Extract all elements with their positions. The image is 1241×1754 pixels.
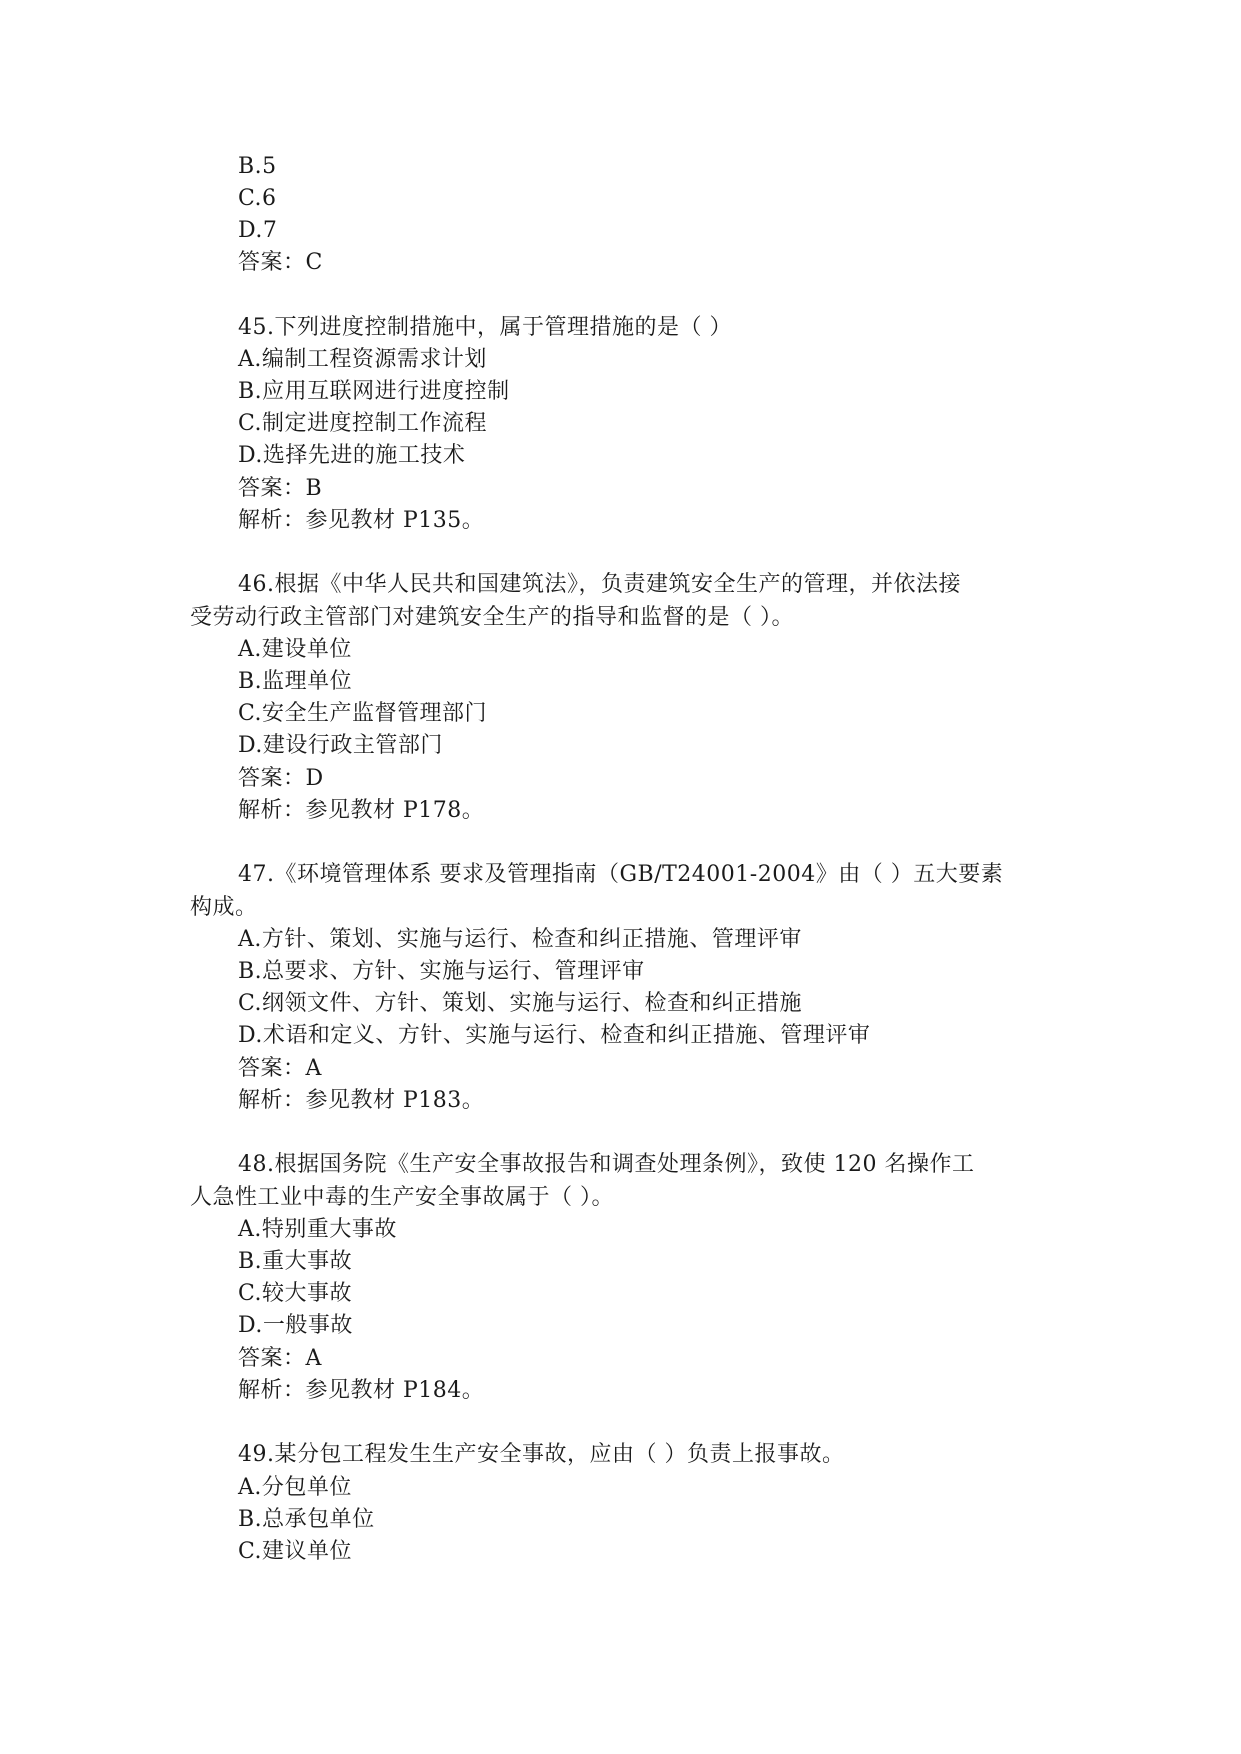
q45-option-a: A.编制工程资源需求计划: [238, 347, 487, 372]
q44-option-b: B.5: [238, 154, 277, 179]
q46-analysis: 解析：参见教材 P178。: [238, 798, 485, 823]
q48-analysis: 解析：参见教材 P184。: [238, 1378, 485, 1403]
q46-option-c: C.安全生产监督管理部门: [238, 701, 488, 726]
q47-option-a: A.方针、策划、实施与运行、检查和纠正措施、管理评审: [238, 927, 802, 952]
q48-option-c: C.较大事故: [238, 1281, 353, 1306]
q45-option-d: D.选择先进的施工技术: [238, 443, 466, 468]
q46-option-b: B.监理单位: [238, 669, 353, 694]
q47-option-d: D.术语和定义、方针、实施与运行、检查和纠正措施、管理评审: [238, 1023, 871, 1048]
q48-option-a: A.特别重大事故: [238, 1217, 397, 1242]
q48-option-d: D.一般事故: [238, 1313, 353, 1338]
q44-option-d: D.7: [238, 218, 278, 243]
q49-option-a: A.分包单位: [238, 1475, 352, 1500]
q48-answer: 答案：A: [238, 1346, 322, 1371]
q45-answer: 答案：B: [238, 476, 323, 501]
q46-stem-line1: 46.根据《中华人民共和国建筑法》，负责建筑安全生产的管理，并依法接: [238, 572, 961, 597]
q48-stem-line2: 人急性工业中毒的生产安全事故属于（ ）。: [190, 1185, 614, 1210]
q46-option-a: A.建设单位: [238, 637, 352, 662]
q45-stem: 45.下列进度控制措施中，属于管理措施的是（ ）: [238, 315, 732, 340]
q47-option-c: C.纲领文件、方针、策划、实施与运行、检查和纠正措施: [238, 991, 803, 1016]
q47-stem-line2: 构成。: [190, 895, 258, 920]
q49-option-c: C.建议单位: [238, 1539, 353, 1564]
q47-stem-line1: 47.《环境管理体系 要求及管理指南（GB/T24001-2004》由（ ）五大要素: [238, 862, 1004, 887]
q48-option-b: B.重大事故: [238, 1249, 353, 1274]
q45-option-c: C.制定进度控制工作流程: [238, 411, 488, 436]
q49-option-b: B.总承包单位: [238, 1507, 375, 1532]
q47-option-b: B.总要求、方针、实施与运行、管理评审: [238, 959, 645, 984]
q47-answer: 答案：A: [238, 1056, 322, 1081]
q45-analysis: 解析：参见教材 P135。: [238, 508, 485, 533]
q49-stem: 49.某分包工程发生生产安全事故，应由（ ）负责上报事故。: [238, 1442, 845, 1467]
q44-answer: 答案：C: [238, 250, 323, 275]
q46-stem-line2: 受劳动行政主管部门对建筑安全生产的指导和监督的是（ ）。: [190, 605, 794, 630]
q47-analysis: 解析：参见教材 P183。: [238, 1088, 485, 1113]
q48-stem-line1: 48.根据国务院《生产安全事故报告和调查处理条例》，致使 120 名操作工: [238, 1152, 975, 1177]
q46-answer: 答案：D: [238, 766, 324, 791]
q44-option-c: C.6: [238, 186, 277, 211]
q46-option-d: D.建设行政主管部门: [238, 733, 443, 758]
q45-option-b: B.应用互联网进行进度控制: [238, 379, 510, 404]
